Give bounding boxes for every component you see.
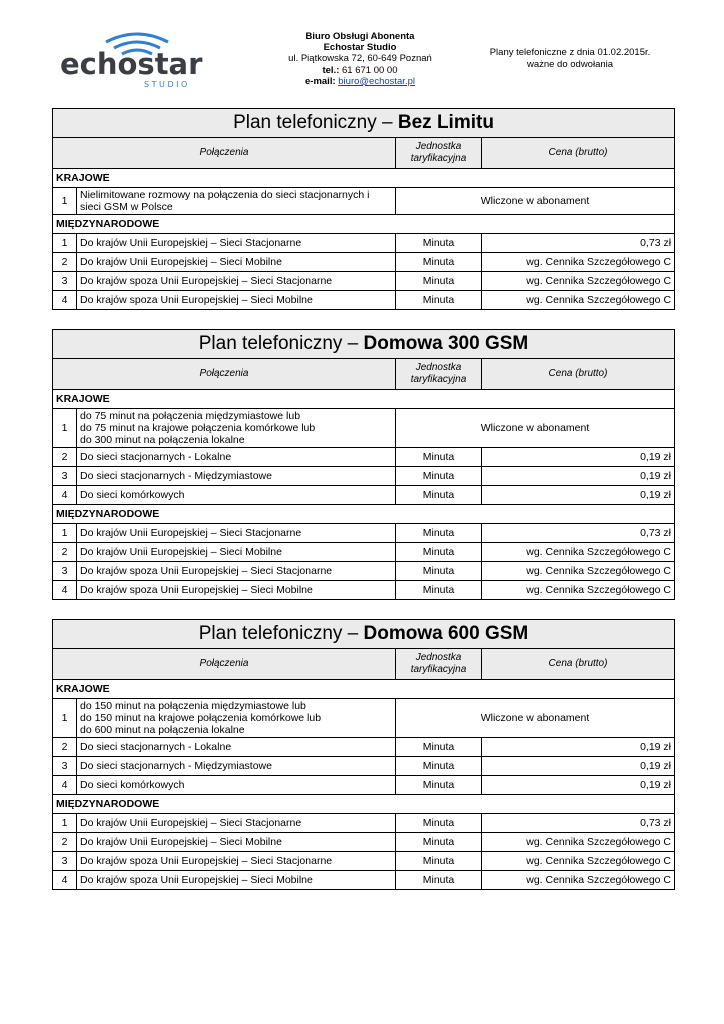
table-cell: KRAJOWE [53,169,675,188]
table-cell: 1 [53,234,77,253]
table-cell: 4 [53,486,77,505]
page-header [0,0,724,100]
row-included: Wliczone w abonament [396,699,675,738]
table-row [53,272,675,291]
section-domestic [53,169,675,188]
row-description: Nielimitowane rozmowy na połączenia do sieci stacjonarnych i sieci GSM w Polsce [77,188,396,215]
table-row [53,562,675,581]
col-price: Cena (brutto) [482,359,675,390]
plan-title-row [53,109,675,138]
table-cell: wg. Cennika Szczegółowego C [482,581,675,600]
table-cell: Do krajów Unii Europejskiej – Sieci Mobilne [77,833,396,852]
logo-wordmark: echostar [60,47,203,81]
plan-title [53,620,675,649]
table-cell: MIĘDZYNARODOWE [53,215,675,234]
table-row [53,738,675,757]
table-row [53,833,675,852]
table-cell: 0,73 zł [482,234,675,253]
table-cell: Minuta [396,581,482,600]
section-international [53,795,675,814]
table-cell: Do sieci stacjonarnych - Międzymiastowe [77,467,396,486]
table-cell: Do sieci komórkowych [77,776,396,795]
table-cell: wg. Cennika Szczegółowego C [482,291,675,310]
table-row [53,543,675,562]
row-description: do 75 minut na połączenia międzymiastowe lub do 75 minut na krajowe połączenia komórkowe lub do 300 minut na połączenia lokalne [77,409,396,448]
office-line2: Echostar Studio [323,42,397,54]
plan-title-name: Domowa 600 GSM [363,623,529,644]
table-cell: wg. Cennika Szczegółowego C [482,562,675,581]
plan-title-prefix: Plan telefoniczny – [233,112,393,133]
table-row [53,699,675,738]
table-cell: wg. Cennika Szczegółowego C [482,253,675,272]
table-cell: wg. Cennika Szczegółowego C [482,852,675,871]
table-cell: Minuta [396,833,482,852]
table-cell: 3 [53,467,77,486]
table-cell: 0,19 zł [482,467,675,486]
table-cell: 4 [53,291,77,310]
table-row [53,871,675,890]
table-cell: 0,19 zł [482,757,675,776]
table-cell: Do krajów Unii Europejskiej – Sieci Stacjonarne [77,524,396,543]
col-unit: Jednostka taryfikacyjna [396,649,482,680]
table-cell: 1 [53,524,77,543]
table-cell: Minuta [396,814,482,833]
table-cell: Do krajów spoza Unii Europejskiej – Sieci Mobilne [77,581,396,600]
table-cell: 0,73 zł [482,814,675,833]
table-row [53,776,675,795]
table-cell: Do krajów spoza Unii Europejskiej – Sieci Mobilne [77,291,396,310]
plan-title-prefix: Plan telefoniczny – [198,623,359,644]
table-cell: MIĘDZYNARODOWE [53,505,675,524]
table-cell: 1 [53,699,77,738]
section-international [53,505,675,524]
table-cell: Minuta [396,448,482,467]
col-price: Cena (brutto) [482,138,675,169]
plan-title-row [53,330,675,359]
table-cell: Minuta [396,524,482,543]
table-cell: 4 [53,871,77,890]
table-cell: 0,19 zł [482,776,675,795]
table-cell: wg. Cennika Szczegółowego C [482,272,675,291]
table-cell: 0,19 zł [482,448,675,467]
plan-table-bez-limitu [52,108,675,310]
validity-line2: ważne do odwołania [526,58,614,70]
tel-label: tel.: [322,64,340,76]
table-row [53,467,675,486]
table-cell: Minuta [396,272,482,291]
logo-subtitle: S T U D I O [144,80,188,89]
row-included: Wliczone w abonament [396,409,675,448]
col-calls: Połączenia [53,138,396,169]
tel-value: 61 671 00 00 [342,64,398,76]
table-cell: Do sieci komórkowych [77,486,396,505]
table-row [53,409,675,448]
table-row [53,581,675,600]
table-cell: 2 [53,738,77,757]
col-price: Cena (brutto) [482,649,675,680]
table-row [53,757,675,776]
table-cell: wg. Cennika Szczegółowego C [482,871,675,890]
section-domestic [53,680,675,699]
table-cell: Minuta [396,253,482,272]
table-cell: Do sieci stacjonarnych - Lokalne [77,448,396,467]
plan-table-domowa-300 [52,329,675,600]
column-header-row [53,359,675,390]
table-row [53,814,675,833]
table-cell: Do krajów spoza Unii Europejskiej – Sieci Mobilne [77,871,396,890]
plan-title-name: Bez Limitu [397,112,494,133]
table-cell: Minuta [396,757,482,776]
table-cell: 3 [53,757,77,776]
table-cell: 2 [53,833,77,852]
column-header-row [53,138,675,169]
table-cell: Minuta [396,291,482,310]
table-row [53,448,675,467]
table-cell: Minuta [396,234,482,253]
table-row [53,234,675,253]
office-line1: Biuro Obsługi Abonenta [305,31,415,42]
table-cell: Minuta [396,467,482,486]
plan-title-prefix: Plan telefoniczny – [198,333,359,354]
table-cell: 2 [53,448,77,467]
table-cell: Do krajów Unii Europejskiej – Sieci Stacjonarne [77,234,396,253]
table-cell: 3 [53,272,77,291]
row-included: Wliczone w abonament [396,188,675,215]
table-cell: 0,73 zł [482,524,675,543]
table-cell: 4 [53,581,77,600]
table-cell: 2 [53,253,77,272]
office-contact [275,31,445,87]
table-cell: Minuta [396,543,482,562]
table-cell: Do krajów spoza Unii Europejskiej – Sieci Stacjonarne [77,562,396,581]
table-row [53,253,675,272]
table-cell: wg. Cennika Szczegółowego C [482,543,675,562]
office-address: ul. Piątkowska 72, 60-649 Poznań [288,53,432,65]
table-cell: 1 [53,188,77,215]
table-cell: Do krajów spoza Unii Europejskiej – Sieci Stacjonarne [77,852,396,871]
table-cell: Minuta [396,562,482,581]
table-cell: 4 [53,776,77,795]
table-cell: KRAJOWE [53,680,675,699]
validity-note [470,47,670,70]
table-row [53,852,675,871]
plan-title-name: Domowa 300 GSM [363,333,529,354]
table-row [53,291,675,310]
table-cell: 3 [53,562,77,581]
table-cell: 2 [53,543,77,562]
table-cell: Minuta [396,852,482,871]
table-cell: Do krajów spoza Unii Europejskiej – Sieci Stacjonarne [77,272,396,291]
plan-table-domowa-600 [52,619,675,890]
table-cell: 1 [53,409,77,448]
echostar-logo [56,30,218,90]
table-cell: Do krajów Unii Europejskiej – Sieci Stacjonarne [77,814,396,833]
col-unit: Jednostka taryfikacyjna [396,359,482,390]
table-cell: Minuta [396,486,482,505]
table-cell: Do sieci stacjonarnych - Międzymiastowe [77,757,396,776]
table-row [53,486,675,505]
section-international [53,215,675,234]
col-calls: Połączenia [53,359,396,390]
email-link[interactable]: biuro@echostar.pl [338,75,415,87]
table-cell: 0,19 zł [482,738,675,757]
col-unit: Jednostka taryfikacyjna [396,138,482,169]
table-cell: Do krajów Unii Europejskiej – Sieci Mobilne [77,253,396,272]
table-cell: Do sieci stacjonarnych - Lokalne [77,738,396,757]
email-label: e-mail: [305,75,336,87]
table-cell: 1 [53,814,77,833]
plan-title [53,109,675,138]
plan-title [53,330,675,359]
table-cell: Do krajów Unii Europejskiej – Sieci Mobilne [77,543,396,562]
column-header-row [53,649,675,680]
table-row [53,524,675,543]
table-cell: wg. Cennika Szczegółowego C [482,833,675,852]
table-cell: 3 [53,852,77,871]
validity-line1: Plany telefoniczne z dnia 01.02.2015r. [489,47,651,58]
table-cell: Minuta [396,776,482,795]
table-cell: Minuta [396,738,482,757]
table-row [53,188,675,215]
table-cell: 0,19 zł [482,486,675,505]
col-calls: Połączenia [53,649,396,680]
plan-title-row [53,620,675,649]
table-cell: KRAJOWE [53,390,675,409]
table-cell: Minuta [396,871,482,890]
row-description: do 150 minut na połączenia międzymiastowe lub do 150 minut na krajowe połączenia komórkowe lub do 600 minut na połączenia lokalne [77,699,396,738]
section-domestic [53,390,675,409]
table-cell: MIĘDZYNARODOWE [53,795,675,814]
